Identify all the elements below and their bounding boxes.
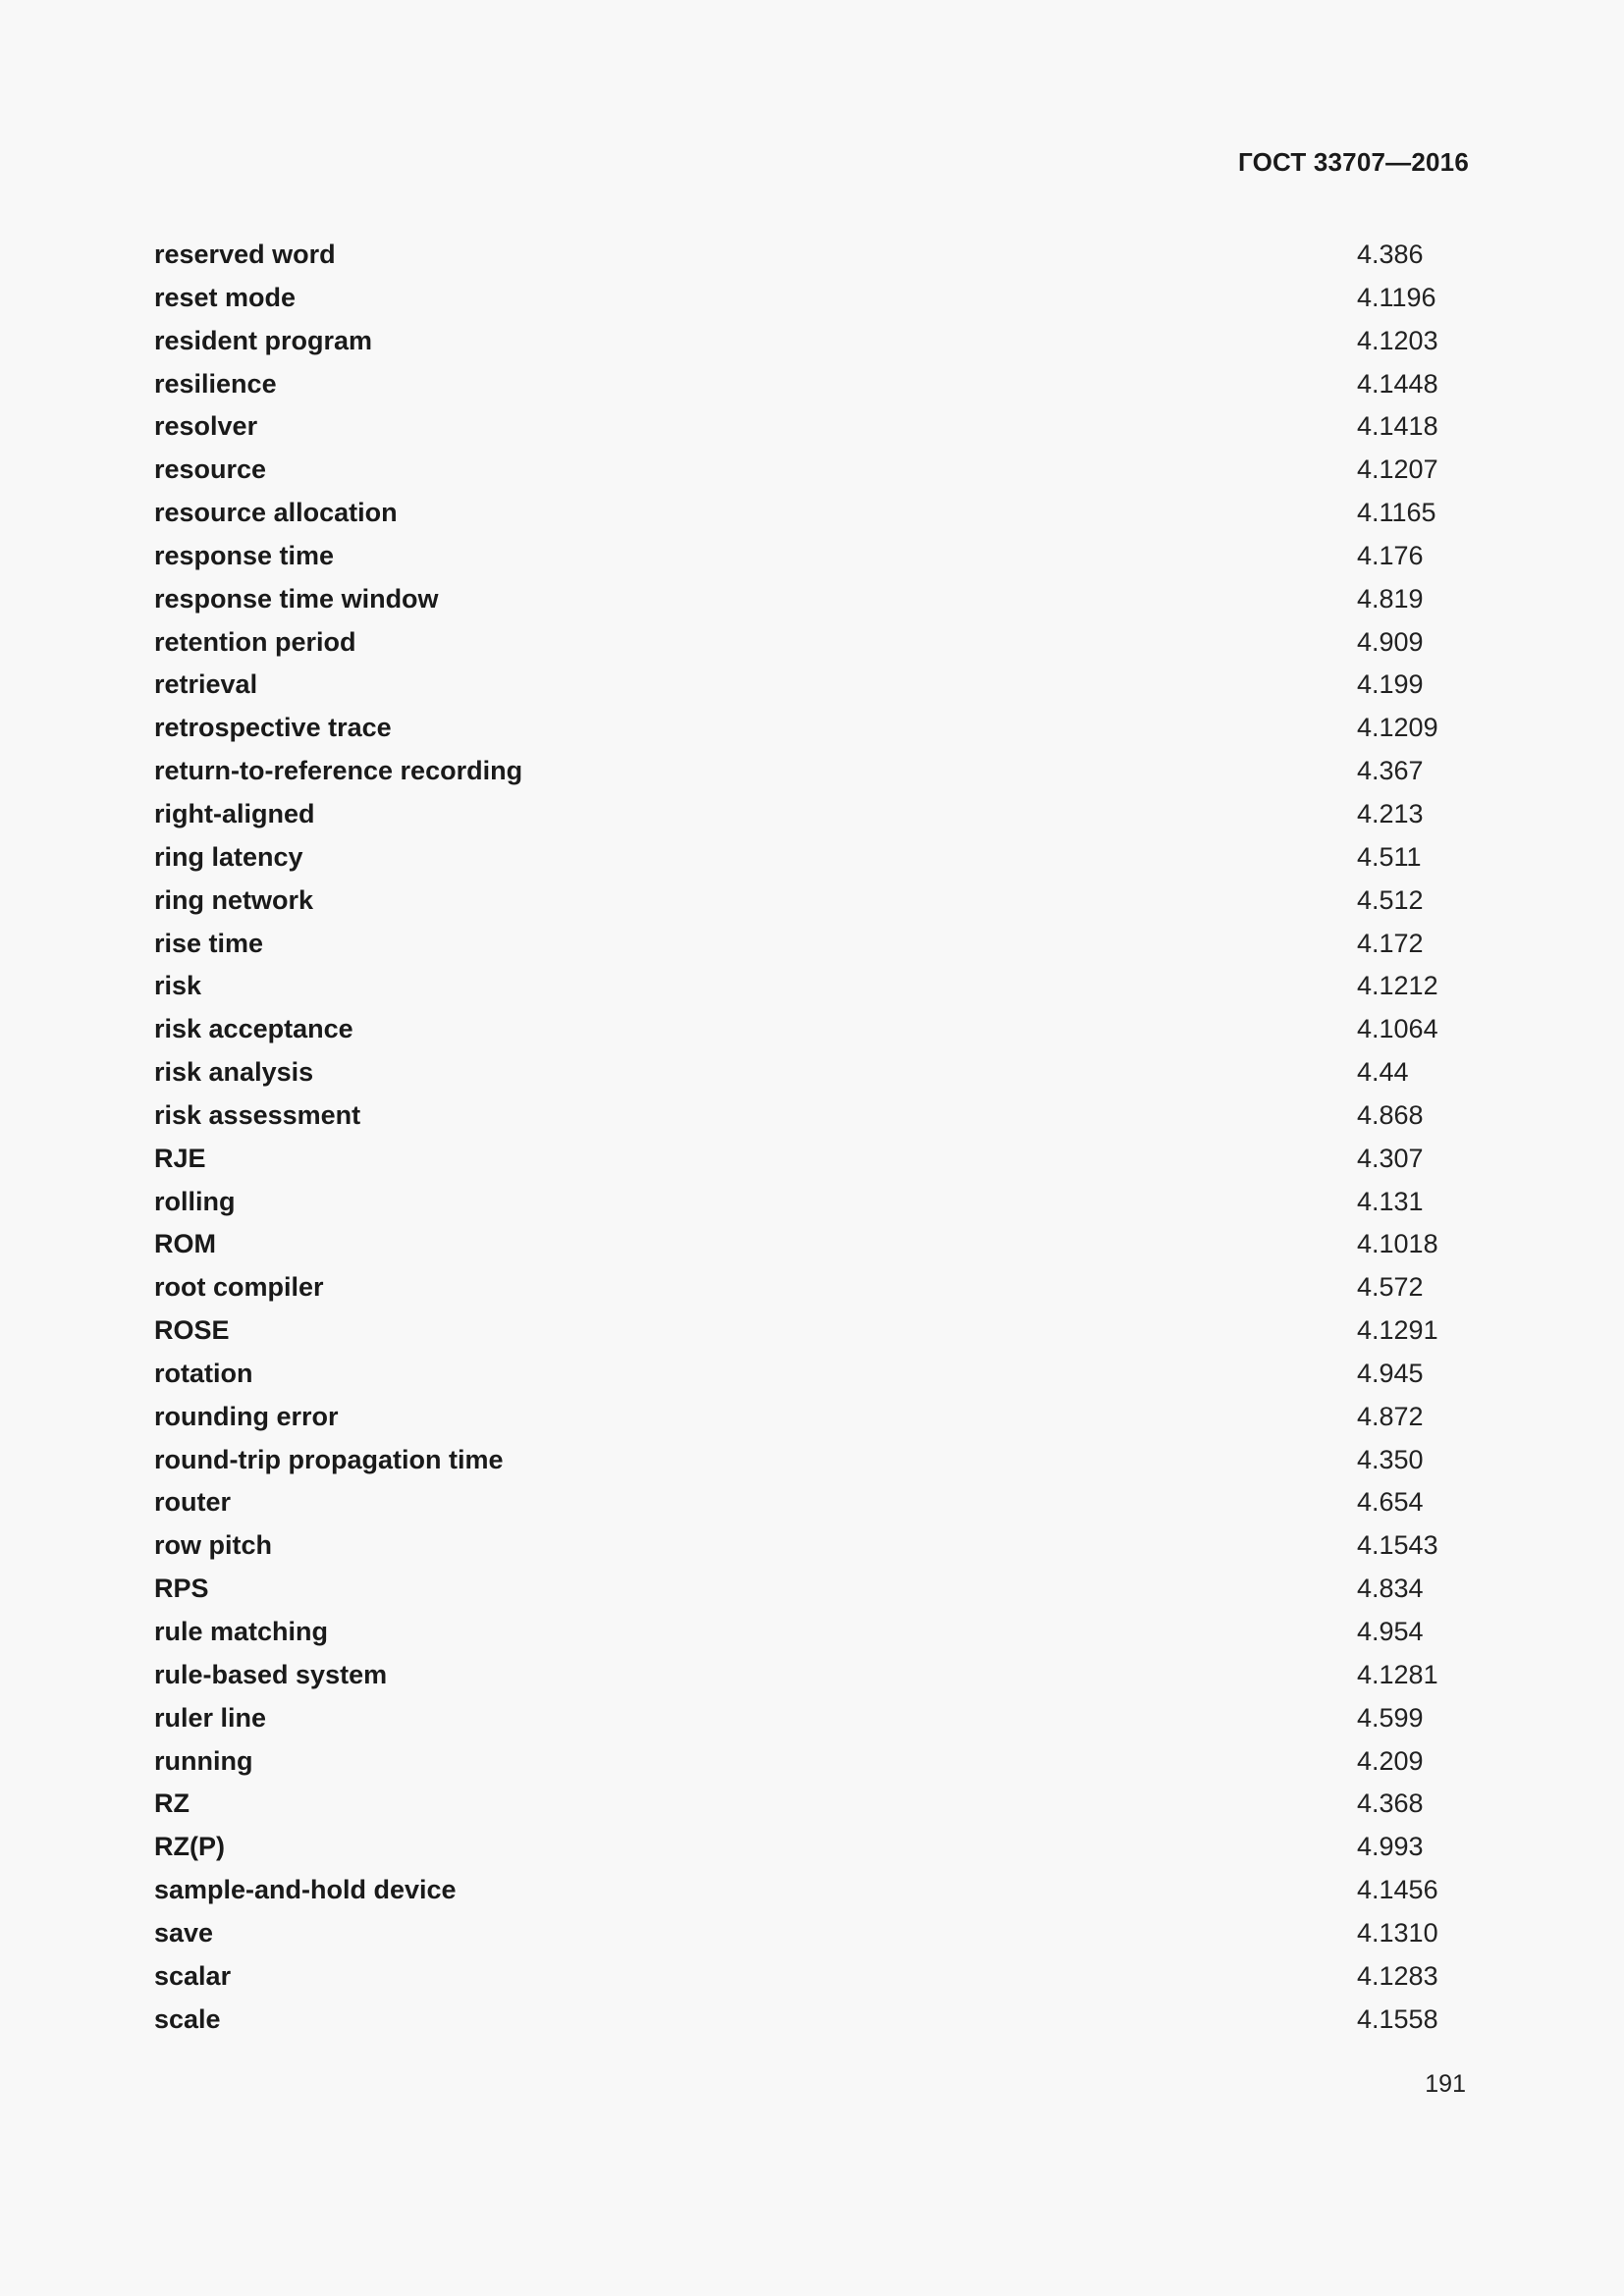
index-term: ruler line	[154, 1702, 267, 1733]
index-term: rotation	[154, 1358, 253, 1388]
index-row	[154, 1439, 1470, 1482]
index-term: RZ(P)	[154, 1832, 225, 1862]
index-row	[154, 1353, 1470, 1396]
index-reference: 4.172	[1357, 928, 1424, 958]
page-number: 191	[1425, 2070, 1466, 2098]
index-term: rule-based system	[154, 1659, 388, 1689]
index-row	[154, 664, 1470, 707]
index-term: ring latency	[154, 841, 303, 872]
index-reference: 4.868	[1357, 1099, 1424, 1130]
index-term: running	[154, 1745, 253, 1776]
index-term: resource	[154, 454, 267, 485]
index-reference: 4.1203	[1357, 325, 1438, 355]
index-reference: 4.572	[1357, 1272, 1424, 1303]
index-reference: 4.599	[1357, 1702, 1424, 1733]
index-term: round-trip propagation time	[154, 1444, 504, 1474]
index-row	[154, 1568, 1470, 1611]
index-term: reserved word	[154, 240, 336, 269]
index-row	[154, 1869, 1470, 1912]
index-reference: 4.213	[1357, 798, 1424, 828]
index-list	[154, 234, 1470, 2041]
index-term: retrospective trace	[154, 713, 392, 743]
index-term: response time window	[154, 583, 439, 614]
index-term: resolver	[154, 411, 258, 442]
index-row	[154, 277, 1470, 320]
index-row	[154, 405, 1470, 449]
index-term: row pitch	[154, 1530, 272, 1561]
index-reference: 4.44	[1357, 1057, 1409, 1088]
index-reference: 4.1283	[1357, 1960, 1438, 1991]
index-row	[154, 1783, 1470, 1826]
index-row	[154, 1654, 1470, 1697]
index-term: RPS	[154, 1574, 209, 1604]
index-term: risk	[154, 971, 202, 1001]
index-row	[154, 1740, 1470, 1784]
index-reference: 4.1558	[1357, 2003, 1438, 2034]
index-row	[154, 1266, 1470, 1309]
index-reference: 4.1291	[1357, 1315, 1438, 1346]
index-term: retrieval	[154, 669, 258, 700]
index-term: save	[154, 1917, 214, 1948]
index-reference: 4.945	[1357, 1358, 1424, 1388]
index-row	[154, 965, 1470, 1008]
index-row	[154, 1697, 1470, 1740]
index-row	[154, 234, 1470, 277]
index-term: ring network	[154, 884, 314, 915]
index-term: risk assessment	[154, 1099, 361, 1130]
index-row	[154, 1309, 1470, 1353]
index-row	[154, 1481, 1470, 1524]
index-term: RZ	[154, 1789, 189, 1819]
index-term: sample-and-hold device	[154, 1875, 457, 1905]
index-term: risk analysis	[154, 1057, 314, 1088]
index-term: resident program	[154, 325, 373, 355]
index-row	[154, 1912, 1470, 1955]
index-reference: 4.1543	[1357, 1530, 1438, 1561]
index-term: reset mode	[154, 282, 297, 312]
index-term: resilience	[154, 368, 277, 399]
index-term: risk acceptance	[154, 1014, 353, 1044]
index-row	[154, 492, 1470, 535]
index-row	[154, 578, 1470, 621]
index-reference: 4.1064	[1357, 1014, 1438, 1044]
index-row	[154, 880, 1470, 923]
index-term: RJE	[154, 1143, 206, 1173]
index-reference: 4.1456	[1357, 1875, 1438, 1905]
index-row	[154, 1611, 1470, 1654]
index-row	[154, 1524, 1470, 1568]
index-row	[154, 707, 1470, 750]
index-term: router	[154, 1487, 232, 1518]
index-reference: 4.131	[1357, 1186, 1424, 1216]
index-term: rolling	[154, 1186, 236, 1216]
index-reference: 4.1281	[1357, 1659, 1438, 1689]
index-term: response time	[154, 540, 335, 570]
index-row	[154, 793, 1470, 836]
index-row	[154, 1955, 1470, 1999]
index-reference: 4.993	[1357, 1832, 1424, 1862]
index-row	[154, 363, 1470, 406]
index-reference: 4.511	[1357, 841, 1422, 872]
index-reference: 4.1418	[1357, 411, 1438, 442]
index-row	[154, 1181, 1470, 1224]
index-term: rule matching	[154, 1617, 329, 1646]
index-reference: 4.176	[1357, 540, 1424, 570]
index-row	[154, 1223, 1470, 1266]
index-row	[154, 923, 1470, 966]
index-row	[154, 449, 1470, 492]
index-reference: 4.386	[1357, 240, 1424, 269]
index-term: root compiler	[154, 1272, 324, 1303]
index-reference: 4.872	[1357, 1401, 1424, 1431]
index-reference: 4.512	[1357, 884, 1424, 915]
index-term: rounding error	[154, 1401, 339, 1431]
index-reference: 4.1310	[1357, 1917, 1438, 1948]
index-row	[154, 535, 1470, 578]
index-term: return-to-reference recording	[154, 756, 523, 786]
index-reference: 4.1212	[1357, 971, 1438, 1001]
index-term: ROSE	[154, 1315, 230, 1346]
index-reference: 4.834	[1357, 1574, 1424, 1604]
index-row	[154, 1051, 1470, 1095]
index-reference: 4.954	[1357, 1617, 1424, 1646]
index-row	[154, 320, 1470, 363]
index-term: rise time	[154, 928, 264, 958]
index-reference: 4.819	[1357, 583, 1424, 614]
index-reference: 4.367	[1357, 756, 1424, 786]
index-reference: 4.307	[1357, 1143, 1424, 1173]
index-row	[154, 1008, 1470, 1051]
index-row	[154, 1138, 1470, 1181]
index-term: ROM	[154, 1229, 216, 1259]
index-reference: 4.199	[1357, 669, 1424, 700]
index-row	[154, 1999, 1470, 2042]
index-row	[154, 621, 1470, 665]
index-term: scale	[154, 2003, 221, 2034]
index-row	[154, 1095, 1470, 1138]
index-term: resource allocation	[154, 498, 398, 528]
page-header: ГОСТ 33707—2016	[1238, 147, 1469, 177]
index-reference: 4.1448	[1357, 368, 1438, 399]
index-reference: 4.1209	[1357, 713, 1438, 743]
index-reference: 4.368	[1357, 1789, 1424, 1819]
index-row	[154, 1826, 1470, 1869]
index-reference: 4.1165	[1357, 498, 1436, 528]
index-reference: 4.909	[1357, 626, 1424, 657]
index-reference: 4.1207	[1357, 454, 1438, 485]
index-term: right-aligned	[154, 798, 315, 828]
index-row	[154, 750, 1470, 793]
index-reference: 4.1018	[1357, 1229, 1438, 1259]
index-reference: 4.350	[1357, 1444, 1424, 1474]
index-row	[154, 1396, 1470, 1439]
index-reference: 4.209	[1357, 1745, 1424, 1776]
index-reference: 4.654	[1357, 1487, 1424, 1518]
index-term: retention period	[154, 626, 356, 657]
index-term: scalar	[154, 1960, 232, 1991]
index-reference: 4.1196	[1357, 282, 1436, 312]
index-row	[154, 836, 1470, 880]
